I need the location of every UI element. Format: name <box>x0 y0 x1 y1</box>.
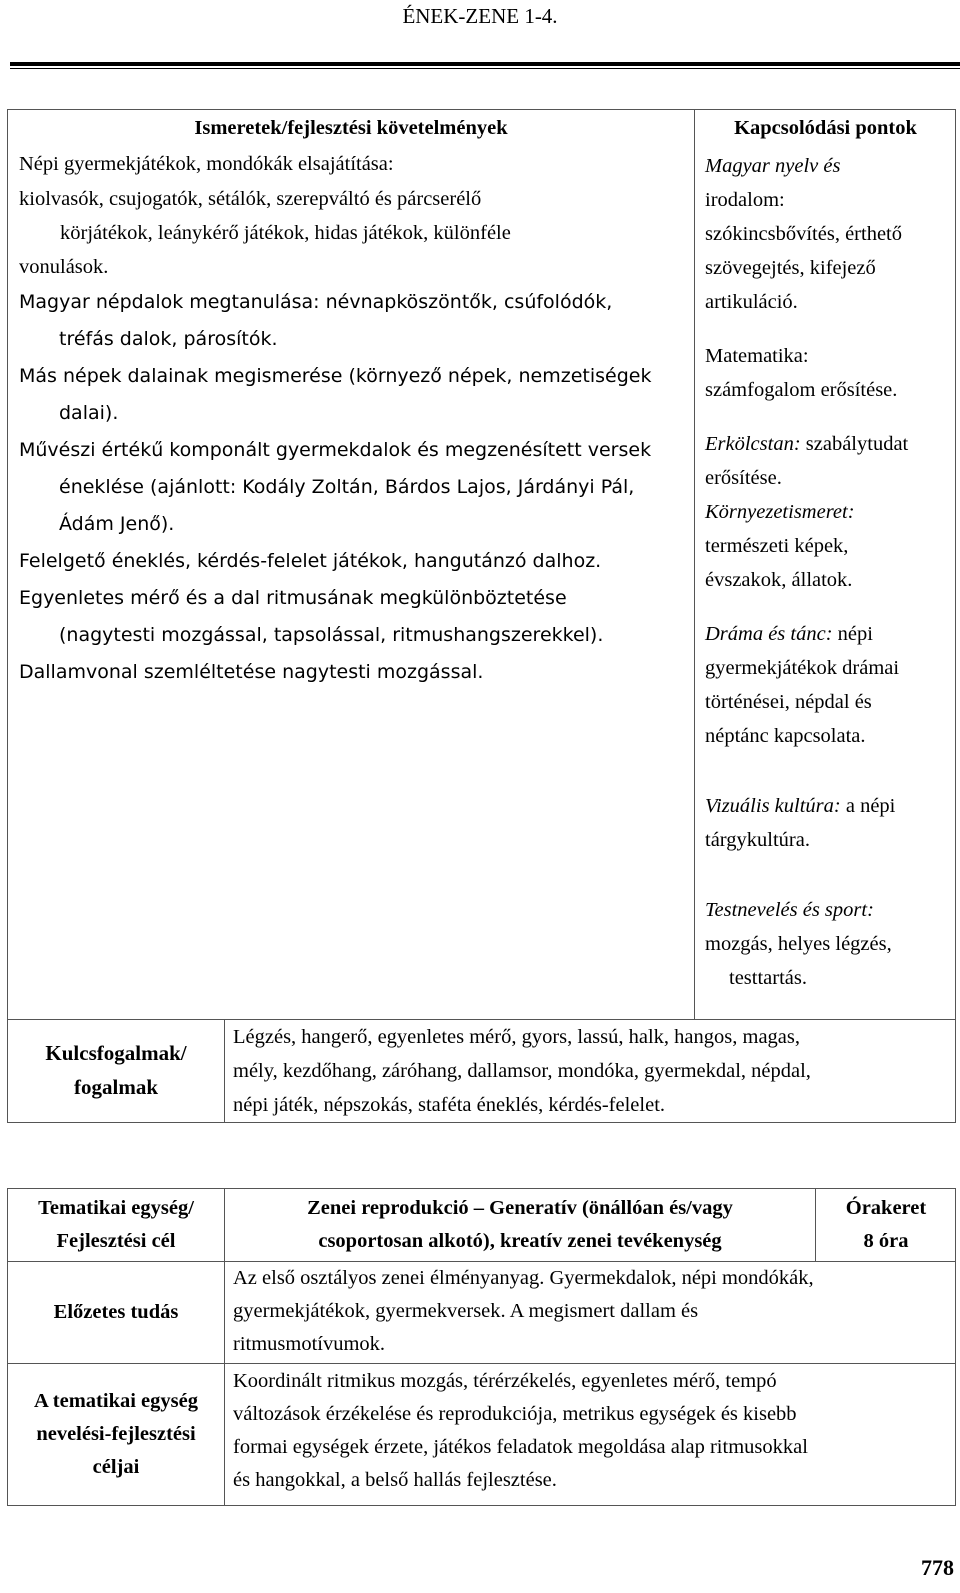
key-concepts-column-divider <box>224 1019 225 1123</box>
connection-magyar: Magyar nyelv és irodalom: szókincsbővítés, érthető szövegejtés, kifejező artikuláció. <box>705 155 902 313</box>
connection-testneveles: Testnevelés és sport: mozgás, helyes légzés, testtartás. <box>705 899 892 989</box>
req-item-6: Felelgető éneklés, kérdés-felelet játékok, hangutánzó dalhoz. <box>19 550 602 572</box>
connection-matematika: Matematika: számfogalom erősítése. <box>705 345 898 401</box>
req-item-5: Művészi értékű komponált gyermekdalok és megzenésített versek éneklése (ajánlott: Kodály Zoltán, Bárdos Lajos, Járdányi Pál, Ádám Jenő). <box>19 439 652 535</box>
req-item-3: Magyar népdalok megtanulása: névnapköszöntők, csúfolódók, tréfás dalok, párosítók. <box>19 291 613 350</box>
page-header-title: ÉNEK-ZENE 1-4. <box>402 4 558 28</box>
prior-knowledge-label: Előzetes tudás <box>53 1301 179 1323</box>
req-item-2: kiolvasók, csujogatók, sétálók, szerepváltó és párcserélő körjátékok, leánykérő játékok, hidas játékok, különféle vonulások. <box>19 188 511 278</box>
hours-frame: Órakeret 8 óra <box>845 1197 927 1252</box>
key-concepts-text: Légzés, hangerő, egyenletes mérő, gyors, lassú, halk, hangos, magas, mély, kezdőhang, záróhang, dallamsor, mondóka, gyermekdal, népdal, népi játék, népszokás, staféta éneklés, kérdés-felelet. <box>233 1026 811 1116</box>
key-concepts-label: Kulcsfogalmak/ fogalmak <box>45 1041 187 1099</box>
req-item-7: Egyenletes mérő és a dal ritmusának megkülönböztetése (nagytesti mozgással, tapsolással, ritmushangszerekkel). <box>19 587 604 646</box>
goals-text: Koordinált ritmikus mozgás, térérzékelés, egyenletes mérő, tempó változások érzékelése és reprodukciója, metrikus egységek és kisebb formai egységek érzete, játékos feladatok megoldása alap ritmusokkal és hangokkal, a belső hallás fejlesztése. <box>233 1370 808 1491</box>
unit-label: Tematikai egység/ Fejlesztési cél <box>38 1197 194 1252</box>
unit-title: Zenei reprodukció – Generatív (önállóan és/vagy csoportosan alkotó), kreatív zenei tevékenység <box>307 1197 733 1252</box>
prior-knowledge-text: Az első osztályos zenei élményanyag. Gyermekdalok, népi mondókák, gyermekjátékok, gyermekversek. A megismert dallam és ritmusmotívumok. <box>233 1267 814 1355</box>
connection-erkolcstan: Erkölcstan: szabálytudat erősítése. <box>705 433 909 489</box>
req-item-8: Dallamvonal szemléltetése nagytesti mozgással. <box>19 661 484 683</box>
header-rule-thick <box>10 62 960 66</box>
connections-column-header: Kapcsolódási pontok <box>734 117 917 139</box>
connection-vizualis-kultura: Vizuális kultúra: a népi tárgykultúra. <box>705 795 896 851</box>
req-item-4: Más népek dalainak megismerése (környező népek, nemzetiségek dalai). <box>19 365 652 424</box>
thematic-row-divider-2 <box>7 1363 956 1364</box>
requirements-table-column-divider <box>694 109 695 1020</box>
req-item-1: Népi gyermekjátékok, mondókák elsajátítása: <box>19 153 394 175</box>
requirements-column-header: Ismeretek/fejlesztési követelmények <box>194 117 508 139</box>
page-number: 778 <box>921 1555 954 1580</box>
connection-kornyezetismeret: Környezetismeret: természeti képek, évszakok, állatok. <box>705 501 855 591</box>
connections-list <box>705 149 955 995</box>
goals-label: A tematikai egység nevelési-fejlesztési céljai <box>34 1390 198 1478</box>
header-rule-thin <box>10 68 960 69</box>
connection-drama-es-tanc: Dráma és tánc: népi gyermekjátékok drámai történései, népdal és néptánc kapcsolata. <box>705 623 900 747</box>
requirements-list <box>19 147 694 691</box>
